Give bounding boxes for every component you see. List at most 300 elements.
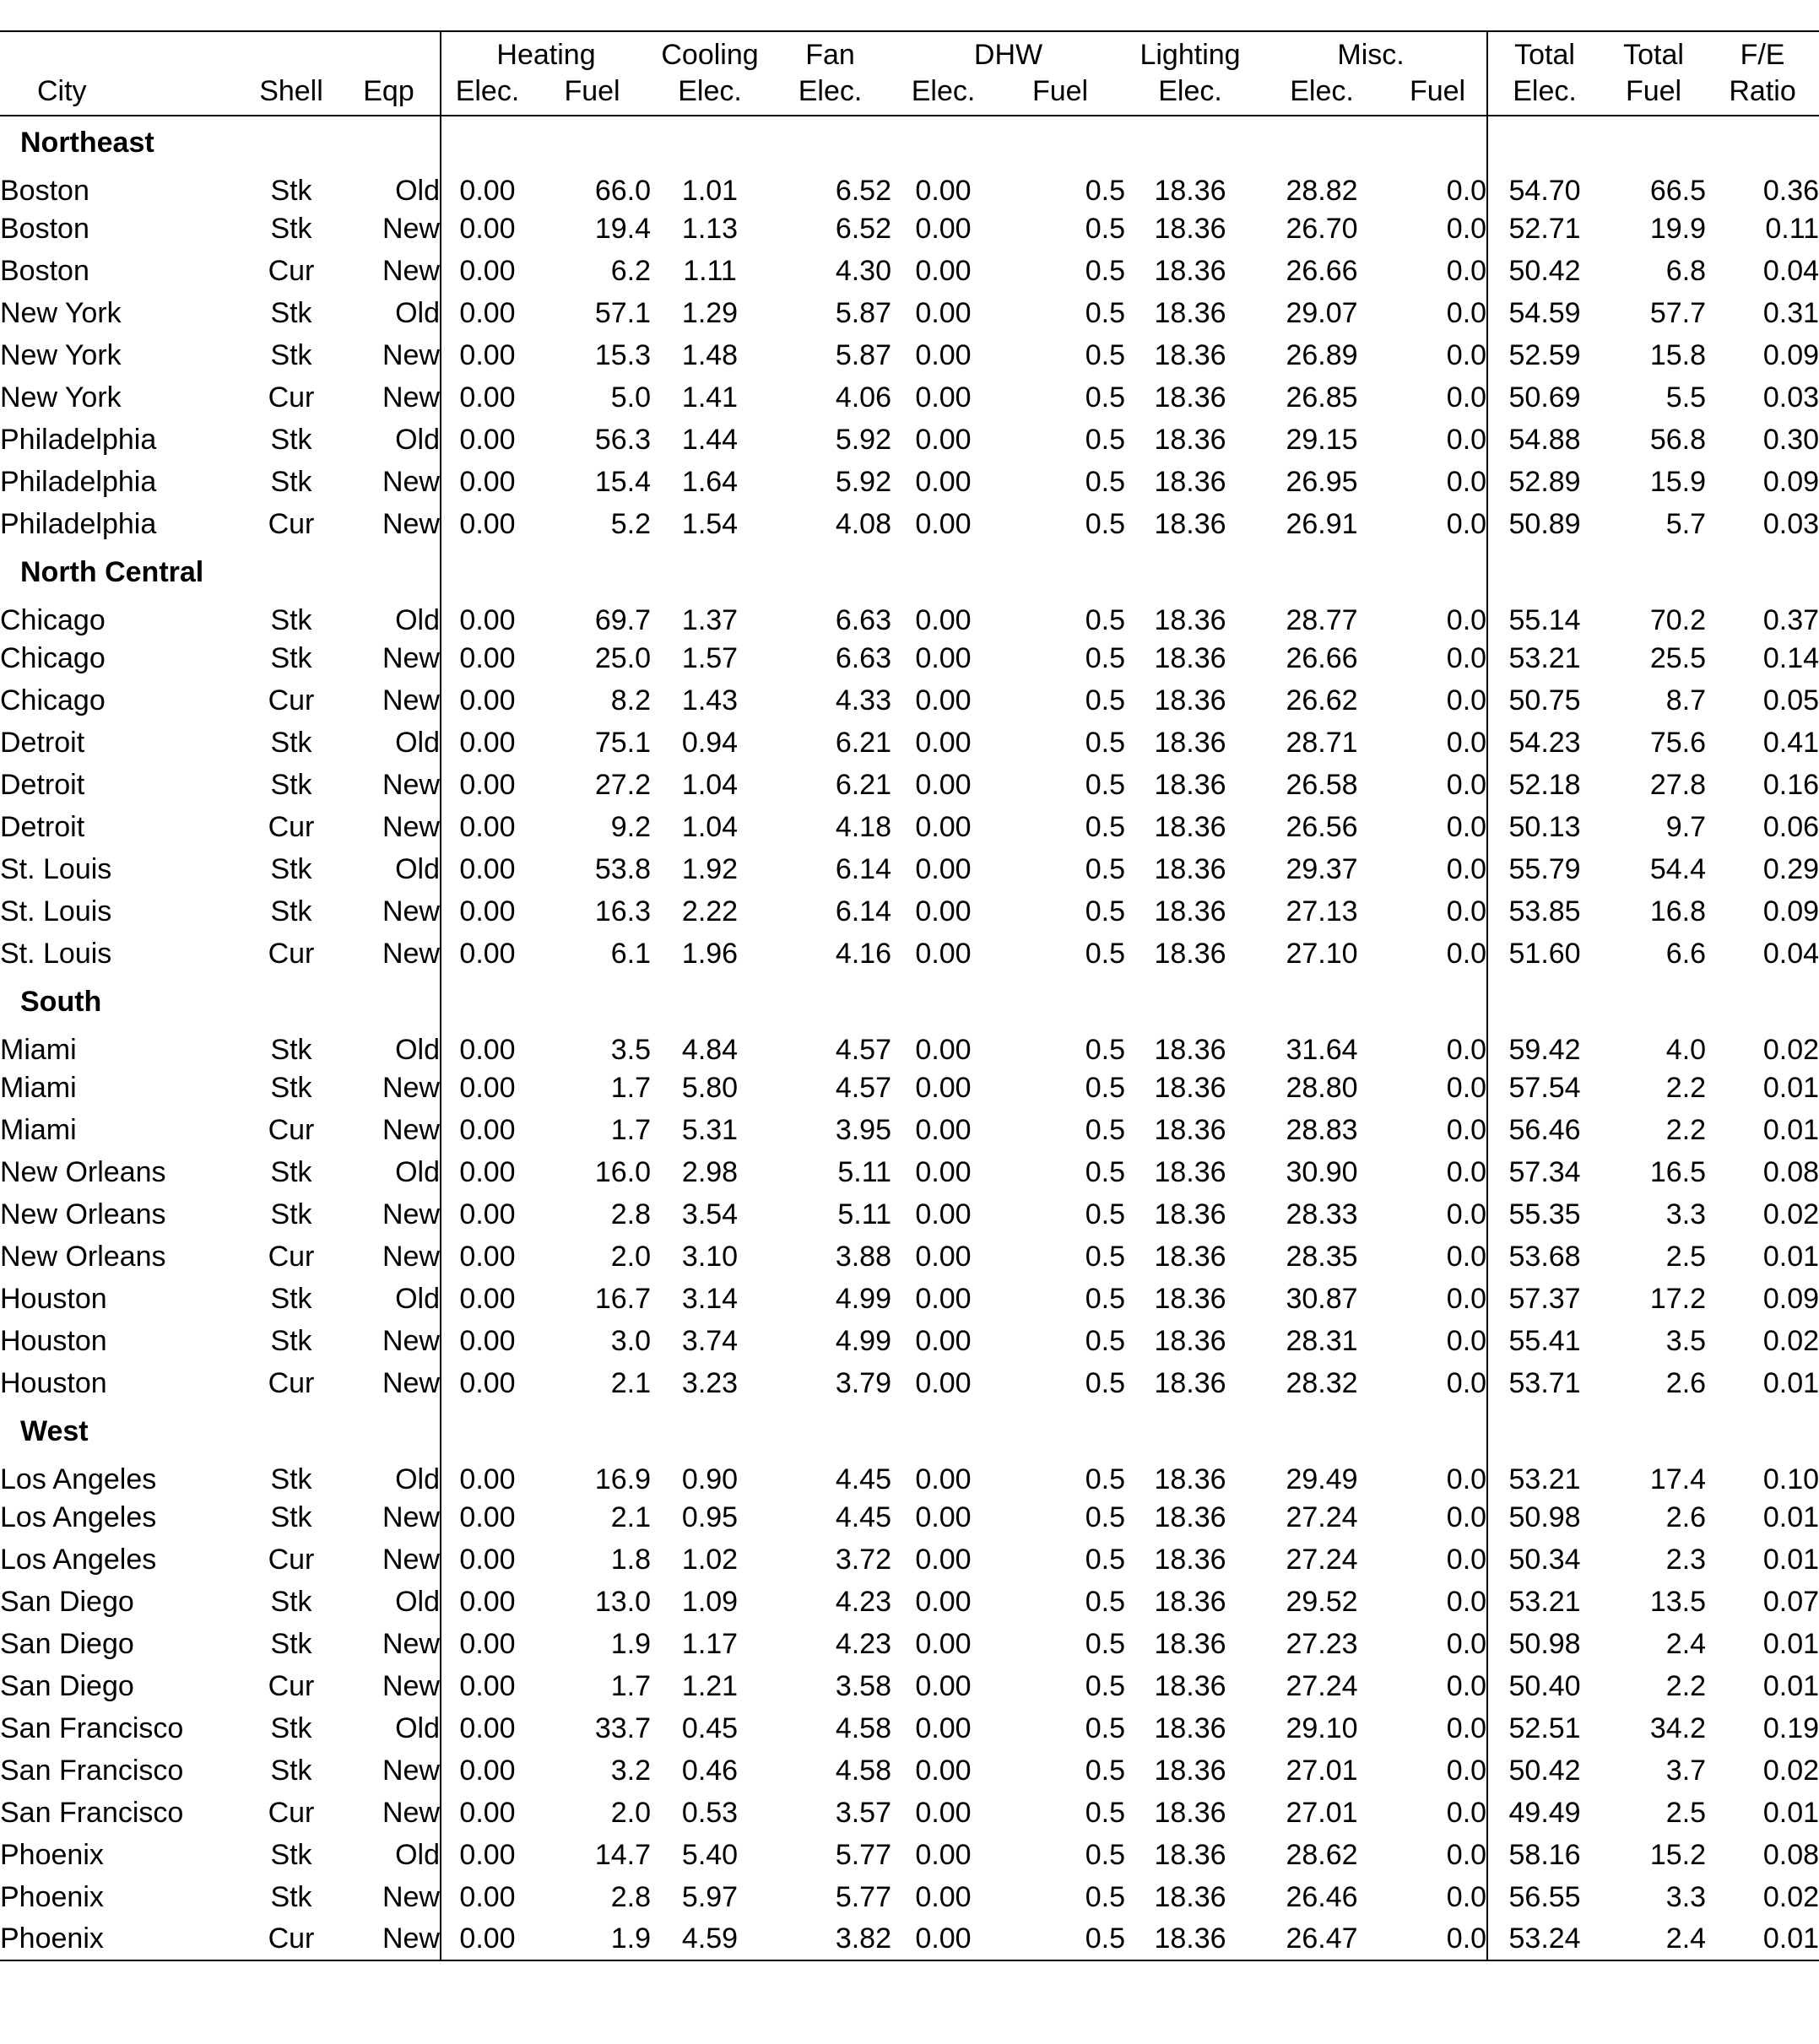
total-fuel-cell: 57.7 xyxy=(1649,296,1707,329)
dhw-fuel-cell: 0.5 xyxy=(1085,1627,1126,1660)
region-spacer-cell xyxy=(891,975,995,1024)
region-spacer-cell xyxy=(533,1404,651,1453)
header-dhw-fuel: Fuel xyxy=(1031,75,1089,107)
dhw-fuel-cell: 0.5 xyxy=(1085,1366,1126,1399)
cooling-elec-cell: 1.54 xyxy=(681,507,739,540)
total-fuel-cell: 3.3 xyxy=(1665,1198,1707,1230)
total-elec-cell: 50.75 xyxy=(1487,679,1601,722)
heating-elec-cell: 0.00 xyxy=(441,1538,533,1581)
dhw-fuel-cell: 0.5 xyxy=(1085,1240,1126,1273)
total-fuel-cell: 66.5 xyxy=(1649,175,1707,207)
misc-elec-cell: 29.10 xyxy=(1286,1711,1358,1744)
misc-fuel-cell: 0.0 xyxy=(1446,810,1487,843)
misc-elec-cell: 26.62 xyxy=(1286,684,1358,716)
dhw-fuel-cell: 0.5 xyxy=(1085,381,1126,414)
cooling-elec-cell: 1.17 xyxy=(681,1627,739,1660)
city-cell: Boston xyxy=(0,175,89,207)
heating-elec-cell: 0.00 xyxy=(441,848,533,890)
fan-elec-cell: 3.88 xyxy=(835,1240,892,1273)
total-elec-cell: 51.60 xyxy=(1487,933,1601,975)
cooling-elec-cell: 3.54 xyxy=(681,1198,739,1230)
cooling-elec-cell: 3.10 xyxy=(681,1240,739,1273)
cooling-elec-cell: 1.37 xyxy=(681,604,739,636)
dhw-fuel-cell: 0.5 xyxy=(1085,254,1126,287)
eqp-cell: New xyxy=(382,1113,440,1146)
heating-fuel-cell: 16.0 xyxy=(594,1155,652,1188)
region-spacer-cell xyxy=(891,545,995,594)
region-spacer-cell xyxy=(533,545,651,594)
cooling-elec-cell: 1.21 xyxy=(681,1669,739,1702)
eqp-cell: New xyxy=(382,1627,440,1660)
misc-fuel-cell: 0.0 xyxy=(1446,507,1487,540)
table-row xyxy=(0,1193,1819,1236)
lighting-elec-cell: 18.36 xyxy=(1154,338,1226,371)
eqp-cell: New xyxy=(382,507,440,540)
fan-elec-cell: 5.11 xyxy=(837,1155,892,1188)
cooling-elec-cell: 0.95 xyxy=(681,1501,739,1533)
dhw-elec-cell: 0.00 xyxy=(915,1463,972,1495)
heating-fuel-cell: 15.4 xyxy=(594,465,652,498)
cooling-elec-cell: 5.80 xyxy=(681,1071,739,1104)
dhw-elec-cell: 0.00 xyxy=(915,1922,972,1955)
region-name: South xyxy=(20,986,102,1018)
cooling-elec-cell: 4.84 xyxy=(681,1034,739,1066)
fe-ratio-cell: 0.02 xyxy=(1762,1880,1819,1913)
heating-elec-cell: 0.00 xyxy=(441,1320,533,1362)
dhw-fuel-cell: 0.5 xyxy=(1085,1922,1126,1955)
fe-ratio-cell: 0.03 xyxy=(1762,507,1819,540)
fe-ratio-cell: 0.41 xyxy=(1762,726,1819,759)
heating-elec-cell: 0.00 xyxy=(441,1067,533,1109)
shell-cell: Stk xyxy=(270,726,312,759)
heating-fuel-cell: 66.0 xyxy=(594,175,652,207)
total-elec-cell: 50.13 xyxy=(1487,806,1601,848)
cooling-elec-cell: 1.01 xyxy=(681,175,739,207)
heating-elec-cell: 0.00 xyxy=(441,594,533,637)
misc-elec-cell: 28.33 xyxy=(1286,1198,1358,1230)
total-elec-cell: 56.46 xyxy=(1487,1109,1601,1151)
fe-ratio-cell: 0.36 xyxy=(1762,175,1819,207)
dhw-fuel-cell: 0.5 xyxy=(1085,684,1126,716)
table-row xyxy=(0,1538,1819,1581)
fan-elec-cell: 5.87 xyxy=(835,338,892,371)
cooling-elec-cell: 0.53 xyxy=(681,1796,739,1829)
cooling-elec-cell: 1.48 xyxy=(681,338,739,371)
cooling-elec-cell: 1.43 xyxy=(681,684,739,716)
total-elec-cell: 53.21 xyxy=(1487,1581,1601,1623)
misc-elec-cell: 29.15 xyxy=(1286,423,1358,456)
header-eqp: Eqp xyxy=(363,75,414,107)
lighting-elec-cell: 18.36 xyxy=(1154,1463,1226,1495)
misc-elec-cell: 28.71 xyxy=(1286,726,1358,759)
dhw-elec-cell: 0.00 xyxy=(915,1711,972,1744)
fan-elec-cell: 4.06 xyxy=(835,381,892,414)
heating-fuel-cell: 9.2 xyxy=(610,810,652,843)
heating-elec-cell: 0.00 xyxy=(441,1236,533,1278)
fe-ratio-cell: 0.01 xyxy=(1762,1796,1819,1829)
city-cell: Philadelphia xyxy=(0,465,157,498)
lighting-elec-cell: 18.36 xyxy=(1154,1585,1226,1618)
misc-elec-cell: 28.77 xyxy=(1286,604,1358,636)
region-spacer-cell xyxy=(1601,975,1706,1024)
shell-cell: Cur xyxy=(268,684,315,716)
header-misc-elec: Elec. xyxy=(1290,75,1354,107)
total-elec-cell: 50.69 xyxy=(1487,376,1601,419)
misc-elec-cell: 30.90 xyxy=(1286,1155,1358,1188)
region-spacer-cell xyxy=(891,116,995,165)
fe-ratio-cell: 0.02 xyxy=(1762,1198,1819,1230)
table-header xyxy=(0,31,1819,116)
dhw-elec-cell: 0.00 xyxy=(915,1754,972,1787)
lighting-elec-cell: 18.36 xyxy=(1154,1922,1226,1955)
misc-fuel-cell: 0.0 xyxy=(1446,1922,1487,1955)
total-fuel-cell: 8.7 xyxy=(1665,684,1707,716)
region-spacer-cell xyxy=(769,545,891,594)
city-cell: San Francisco xyxy=(0,1754,184,1787)
table-row xyxy=(0,764,1819,806)
fan-elec-cell: 4.58 xyxy=(835,1711,892,1744)
dhw-elec-cell: 0.00 xyxy=(915,1324,972,1357)
fan-elec-cell: 6.63 xyxy=(835,604,892,636)
shell-cell: Stk xyxy=(270,1711,312,1744)
fan-elec-cell: 4.23 xyxy=(835,1585,892,1618)
cooling-elec-cell: 1.04 xyxy=(681,768,739,801)
misc-elec-cell: 27.24 xyxy=(1286,1669,1358,1702)
table-row xyxy=(0,334,1819,376)
lighting-elec-cell: 18.36 xyxy=(1154,684,1226,716)
table-row xyxy=(0,722,1819,764)
dhw-fuel-cell: 0.5 xyxy=(1085,1585,1126,1618)
city-cell: San Diego xyxy=(0,1585,134,1618)
dhw-elec-cell: 0.00 xyxy=(915,852,972,885)
heating-elec-cell: 0.00 xyxy=(441,1876,533,1918)
heating-elec-cell: 0.00 xyxy=(441,1834,533,1876)
lighting-elec-cell: 18.36 xyxy=(1154,937,1226,970)
dhw-elec-cell: 0.00 xyxy=(915,1071,972,1104)
lighting-elec-cell: 18.36 xyxy=(1154,1155,1226,1188)
misc-fuel-cell: 0.0 xyxy=(1446,604,1487,636)
dhw-fuel-cell: 0.5 xyxy=(1085,175,1126,207)
table-row xyxy=(0,806,1819,848)
cooling-elec-cell: 1.57 xyxy=(681,641,739,674)
total-fuel-cell: 13.5 xyxy=(1649,1585,1707,1618)
total-fuel-cell: 27.8 xyxy=(1649,768,1707,801)
total-fuel-cell: 2.6 xyxy=(1665,1501,1707,1533)
fan-elec-cell: 4.45 xyxy=(835,1463,892,1495)
fe-ratio-cell: 0.02 xyxy=(1762,1754,1819,1787)
fe-ratio-cell: 0.01 xyxy=(1762,1627,1819,1660)
region-spacer-cell xyxy=(1601,545,1706,594)
dhw-elec-cell: 0.00 xyxy=(915,175,972,207)
dhw-fuel-cell: 0.5 xyxy=(1085,507,1126,540)
eqp-cell: Old xyxy=(395,852,440,885)
cooling-elec-cell: 1.02 xyxy=(681,1543,739,1576)
city-cell: Detroit xyxy=(0,726,85,759)
dhw-elec-cell: 0.00 xyxy=(915,254,972,287)
dhw-elec-cell: 0.00 xyxy=(915,1240,972,1273)
total-fuel-cell: 2.6 xyxy=(1665,1366,1707,1399)
eqp-cell: Old xyxy=(395,604,440,636)
total-elec-cell: 57.34 xyxy=(1487,1151,1601,1193)
eqp-cell: New xyxy=(382,1754,440,1787)
fe-ratio-cell: 0.16 xyxy=(1762,768,1819,801)
misc-fuel-cell: 0.0 xyxy=(1446,937,1487,970)
fan-elec-cell: 4.18 xyxy=(835,810,892,843)
heating-elec-cell: 0.00 xyxy=(441,1665,533,1707)
misc-fuel-cell: 0.0 xyxy=(1446,338,1487,371)
misc-fuel-cell: 0.0 xyxy=(1446,1711,1487,1744)
misc-fuel-cell: 0.0 xyxy=(1446,726,1487,759)
lighting-elec-cell: 18.36 xyxy=(1154,895,1226,927)
heating-elec-cell: 0.00 xyxy=(441,1581,533,1623)
fan-elec-cell: 6.14 xyxy=(835,895,892,927)
eqp-cell: New xyxy=(382,641,440,674)
header-group-fe: F/E xyxy=(1740,39,1785,71)
heating-elec-cell: 0.00 xyxy=(441,461,533,503)
fe-ratio-cell: 0.05 xyxy=(1762,684,1819,716)
fan-elec-cell: 4.57 xyxy=(835,1034,892,1066)
shell-cell: Cur xyxy=(268,1240,315,1273)
eqp-cell: New xyxy=(382,1366,440,1399)
fe-ratio-cell: 0.31 xyxy=(1762,296,1819,329)
dhw-fuel-cell: 0.5 xyxy=(1085,937,1126,970)
fe-ratio-cell: 0.08 xyxy=(1762,1155,1819,1188)
heating-elec-cell: 0.00 xyxy=(441,419,533,461)
fe-ratio-cell: 0.01 xyxy=(1762,1071,1819,1104)
heating-elec-cell: 0.00 xyxy=(441,1278,533,1320)
dhw-elec-cell: 0.00 xyxy=(915,1669,972,1702)
header-group-total-fuel: Total xyxy=(1623,39,1684,71)
shell-cell: Stk xyxy=(270,338,312,371)
header-group-cell xyxy=(0,31,245,73)
lighting-elec-cell: 18.36 xyxy=(1154,1501,1226,1533)
shell-cell: Cur xyxy=(268,937,315,970)
heating-elec-cell: 0.00 xyxy=(441,376,533,419)
lighting-elec-cell: 18.36 xyxy=(1154,507,1226,540)
misc-elec-cell: 30.87 xyxy=(1286,1282,1358,1315)
dhw-elec-cell: 0.00 xyxy=(915,1034,972,1066)
shell-cell: Stk xyxy=(270,423,312,456)
table-row xyxy=(0,1236,1819,1278)
eqp-cell: Old xyxy=(395,175,440,207)
misc-elec-cell: 28.82 xyxy=(1286,175,1358,207)
cooling-elec-cell: 0.90 xyxy=(681,1463,739,1495)
table-row xyxy=(0,1151,1819,1193)
total-fuel-cell: 2.3 xyxy=(1665,1543,1707,1576)
table-row xyxy=(0,1792,1819,1834)
table-row xyxy=(0,890,1819,933)
dhw-fuel-cell: 0.5 xyxy=(1085,1880,1126,1913)
fan-elec-cell: 5.92 xyxy=(835,465,892,498)
total-elec-cell: 54.23 xyxy=(1487,722,1601,764)
header-group-cell xyxy=(245,31,338,73)
fan-elec-cell: 5.77 xyxy=(835,1880,892,1913)
region-spacer-cell xyxy=(1601,1404,1706,1453)
total-elec-cell: 52.51 xyxy=(1487,1707,1601,1749)
total-elec-cell: 53.21 xyxy=(1487,637,1601,679)
table-row xyxy=(0,848,1819,890)
region-spacer-cell xyxy=(533,116,651,165)
table-row xyxy=(0,1024,1819,1067)
heating-fuel-cell: 1.9 xyxy=(610,1627,652,1660)
eqp-cell: Old xyxy=(395,1711,440,1744)
fan-elec-cell: 5.77 xyxy=(835,1838,892,1871)
dhw-fuel-cell: 0.5 xyxy=(1085,1669,1126,1702)
misc-fuel-cell: 0.0 xyxy=(1446,254,1487,287)
heating-fuel-cell: 16.3 xyxy=(594,895,652,927)
dhw-elec-cell: 0.00 xyxy=(915,1501,972,1533)
misc-fuel-cell: 0.0 xyxy=(1446,423,1487,456)
misc-elec-cell: 29.37 xyxy=(1286,852,1358,885)
region-spacer-cell xyxy=(651,1404,769,1453)
dhw-fuel-cell: 0.5 xyxy=(1085,1324,1126,1357)
city-cell: Detroit xyxy=(0,768,85,801)
misc-fuel-cell: 0.0 xyxy=(1446,895,1487,927)
city-cell: Phoenix xyxy=(0,1880,104,1913)
fe-ratio-cell: 0.02 xyxy=(1762,1324,1819,1357)
header-heating-fuel: Fuel xyxy=(564,75,620,107)
eqp-cell: Old xyxy=(395,1585,440,1618)
cooling-elec-cell: 5.97 xyxy=(681,1880,739,1913)
region-spacer-cell xyxy=(1601,116,1706,165)
shell-cell: Stk xyxy=(270,1155,312,1188)
total-elec-cell: 50.42 xyxy=(1487,1749,1601,1792)
table-row xyxy=(0,292,1819,334)
table-row xyxy=(0,165,1819,208)
dhw-fuel-cell: 0.5 xyxy=(1085,1034,1126,1066)
misc-elec-cell: 28.80 xyxy=(1286,1071,1358,1104)
header-group-heating: Heating xyxy=(441,31,651,73)
city-cell: Chicago xyxy=(0,684,106,716)
region-spacer-cell xyxy=(1487,1404,1601,1453)
misc-fuel-cell: 0.0 xyxy=(1446,1155,1487,1188)
fe-ratio-cell: 0.04 xyxy=(1762,254,1819,287)
heating-elec-cell: 0.00 xyxy=(441,679,533,722)
eqp-cell: Old xyxy=(395,1155,440,1188)
region-spacer-cell xyxy=(1255,116,1389,165)
fe-ratio-cell: 0.01 xyxy=(1762,1113,1819,1146)
city-cell: New York xyxy=(0,296,122,329)
heating-fuel-cell: 3.0 xyxy=(610,1324,652,1357)
table-row xyxy=(0,250,1819,292)
fan-elec-cell: 6.21 xyxy=(835,726,892,759)
eqp-cell: New xyxy=(382,381,440,414)
dhw-elec-cell: 0.00 xyxy=(915,937,972,970)
misc-fuel-cell: 0.0 xyxy=(1446,212,1487,245)
heating-fuel-cell: 57.1 xyxy=(594,296,652,329)
total-elec-cell: 58.16 xyxy=(1487,1834,1601,1876)
heating-elec-cell: 0.00 xyxy=(441,806,533,848)
heating-elec-cell: 0.00 xyxy=(441,1792,533,1834)
dhw-fuel-cell: 0.5 xyxy=(1085,895,1126,927)
heating-elec-cell: 0.00 xyxy=(441,1918,533,1960)
fe-ratio-cell: 0.09 xyxy=(1762,465,1819,498)
dhw-fuel-cell: 0.5 xyxy=(1085,465,1126,498)
misc-fuel-cell: 0.0 xyxy=(1446,1501,1487,1533)
total-elec-cell: 55.14 xyxy=(1487,594,1601,637)
cooling-elec-cell: 1.09 xyxy=(681,1585,739,1618)
misc-elec-cell: 26.47 xyxy=(1286,1922,1358,1955)
lighting-elec-cell: 18.36 xyxy=(1154,423,1226,456)
region-spacer-cell xyxy=(995,545,1125,594)
lighting-elec-cell: 18.36 xyxy=(1154,1324,1226,1357)
header-fan-elec: Elec. xyxy=(798,75,863,107)
heating-elec-cell: 0.00 xyxy=(441,250,533,292)
fe-ratio-cell: 0.01 xyxy=(1762,1240,1819,1273)
city-cell: San Francisco xyxy=(0,1796,184,1829)
fan-elec-cell: 6.52 xyxy=(835,212,892,245)
heating-elec-cell: 0.00 xyxy=(441,1193,533,1236)
eqp-cell: New xyxy=(382,212,440,245)
fe-ratio-cell: 0.29 xyxy=(1762,852,1819,885)
total-fuel-cell: 70.2 xyxy=(1649,604,1707,636)
eqp-cell: New xyxy=(382,937,440,970)
misc-fuel-cell: 0.0 xyxy=(1446,1838,1487,1871)
lighting-elec-cell: 18.36 xyxy=(1154,465,1226,498)
shell-cell: Cur xyxy=(268,1796,315,1829)
total-elec-cell: 50.40 xyxy=(1487,1665,1601,1707)
heating-fuel-cell: 8.2 xyxy=(610,684,652,716)
misc-elec-cell: 31.64 xyxy=(1286,1034,1358,1066)
header-group-misc: Misc. xyxy=(1337,39,1405,71)
region-spacer-cell xyxy=(1125,116,1255,165)
eqp-cell: New xyxy=(382,465,440,498)
fe-ratio-cell: 0.07 xyxy=(1762,1585,1819,1618)
lighting-elec-cell: 18.36 xyxy=(1154,1711,1226,1744)
fe-ratio-cell: 0.01 xyxy=(1762,1543,1819,1576)
lighting-elec-cell: 18.36 xyxy=(1154,1627,1226,1660)
dhw-elec-cell: 0.00 xyxy=(915,1627,972,1660)
lighting-elec-cell: 18.36 xyxy=(1154,726,1226,759)
dhw-elec-cell: 0.00 xyxy=(915,768,972,801)
dhw-fuel-cell: 0.5 xyxy=(1085,1838,1126,1871)
eqp-cell: Old xyxy=(395,1034,440,1066)
total-elec-cell: 56.55 xyxy=(1487,1876,1601,1918)
shell-cell: Stk xyxy=(270,1034,312,1066)
dhw-fuel-cell: 0.5 xyxy=(1085,852,1126,885)
cooling-elec-cell: 2.22 xyxy=(681,895,739,927)
misc-elec-cell: 28.35 xyxy=(1286,1240,1358,1273)
misc-elec-cell: 29.07 xyxy=(1286,296,1358,329)
shell-cell: Stk xyxy=(270,1463,312,1495)
total-elec-cell: 55.79 xyxy=(1487,848,1601,890)
total-fuel-cell: 2.2 xyxy=(1665,1669,1707,1702)
misc-fuel-cell: 0.0 xyxy=(1446,1113,1487,1146)
misc-elec-cell: 27.01 xyxy=(1286,1754,1358,1787)
header-group-cell xyxy=(338,31,441,73)
table-row xyxy=(0,1749,1819,1792)
heating-fuel-cell: 5.0 xyxy=(610,381,652,414)
heating-elec-cell: 0.00 xyxy=(441,933,533,975)
cooling-elec-cell: 3.23 xyxy=(681,1366,739,1399)
dhw-fuel-cell: 0.5 xyxy=(1085,1071,1126,1104)
shell-cell: Stk xyxy=(270,895,312,927)
misc-fuel-cell: 0.0 xyxy=(1446,465,1487,498)
city-cell: Philadelphia xyxy=(0,423,157,456)
city-cell: Los Angeles xyxy=(0,1463,157,1495)
region-name: West xyxy=(20,1415,89,1447)
region-spacer-cell xyxy=(1389,975,1487,1024)
city-cell: New York xyxy=(0,338,122,371)
cooling-elec-cell: 1.29 xyxy=(681,296,739,329)
misc-elec-cell: 26.66 xyxy=(1286,641,1358,674)
heating-fuel-cell: 1.7 xyxy=(610,1669,652,1702)
region-spacer-cell xyxy=(1125,975,1255,1024)
dhw-elec-cell: 0.00 xyxy=(915,1155,972,1188)
city-cell: Chicago xyxy=(0,641,106,674)
fan-elec-cell: 3.95 xyxy=(835,1113,892,1146)
shell-cell: Stk xyxy=(270,1627,312,1660)
